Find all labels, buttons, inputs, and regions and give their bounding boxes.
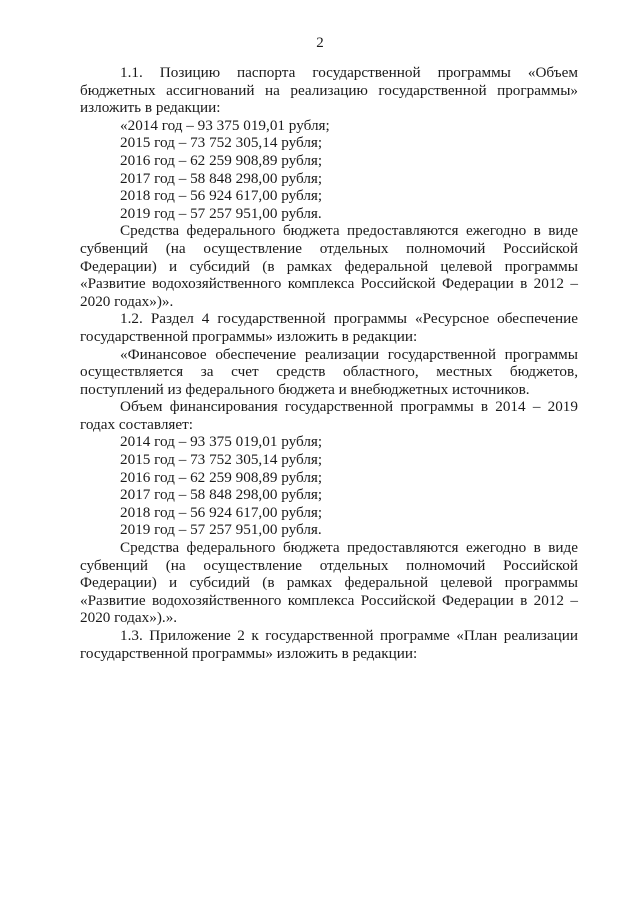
amount-line: 2017 год – 58 848 298,00 рубля;	[120, 169, 323, 187]
section-1-1-federal-note: Средства федерального бюджета предоставляются ежегодно в виде субвенций (на осуществление отдельных полномочий Российской Федерации) и субсидий (в рамках федеральной целевой программы «Развитие водохозяйственного комплекса Российской Федерации в 2012 – 2020 годах»)».	[80, 222, 578, 310]
amount-line: 2014 год – 93 375 019,01 рубля;	[120, 433, 323, 451]
section-1-2-federal-note: Средства федерального бюджета предоставляются ежегодно в виде субвенций (на осуществление отдельных полномочий Российской Федерации) и субсидий (в рамках федеральной целевой программы «Развитие водохозяйственного комплекса Российской Федерации в 2012 – 2020 годах»).».	[80, 539, 578, 627]
section-1-2-intro: 1.2. Раздел 4 государственной программы «Ресурсное обеспечение государственной программы» изложить в редакции:	[80, 310, 578, 345]
section-1-2-amounts	[80, 433, 578, 539]
amount-line: 2015 год – 73 752 305,14 рубля;	[120, 451, 323, 469]
section-1-3-intro: 1.3. Приложение 2 к государственной программе «План реализации государственной программы» изложить в редакции:	[80, 627, 578, 662]
amount-line: 2019 год – 57 257 951,00 рубля.	[120, 521, 322, 539]
amount-line: 2019 год – 57 257 951,00 рубля.	[120, 204, 322, 222]
amount-line: 2017 год – 58 848 298,00 рубля;	[120, 486, 323, 504]
amount-line: 2016 год – 62 259 908,89 рубля;	[120, 468, 323, 486]
section-1-2-volume: Объем финансирования государственной программы в 2014 – 2019 годах составляет:	[80, 398, 578, 433]
section-1-1-amounts	[80, 117, 578, 223]
amount-line: 2016 год – 62 259 908,89 рубля;	[120, 151, 323, 169]
section-1-1-intro: 1.1. Позицию паспорта государственной программы «Объем бюджетных ассигнований на реализацию государственной программы» изложить в редакции:	[80, 64, 578, 117]
page-number: 2	[316, 35, 324, 51]
section-1-2-financing: «Финансовое обеспечение реализации государственной программы осуществляется за счет средств областного, местных бюджетов, поступлений из федерального бюджета и внебюджетных источников.	[80, 345, 578, 398]
amount-line: 2015 год – 73 752 305,14 рубля;	[120, 134, 323, 152]
amount-line: «2014 год – 93 375 019,01 рубля;	[120, 116, 330, 134]
amount-line: 2018 год – 56 924 617,00 рубля;	[120, 503, 323, 521]
document-body	[80, 64, 578, 662]
amount-line: 2018 год – 56 924 617,00 рубля;	[120, 187, 323, 205]
